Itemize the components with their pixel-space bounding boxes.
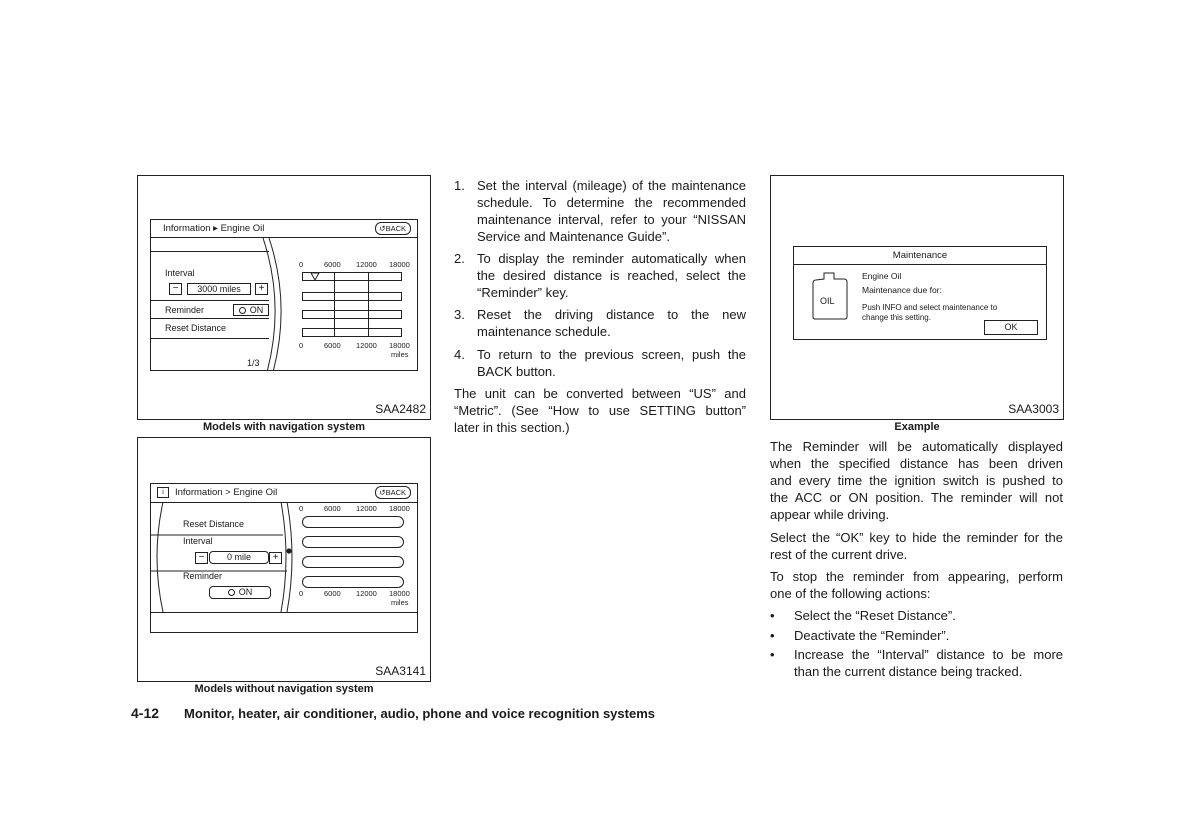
grid-line [368,272,369,337]
tick-label: 6000 [324,504,341,513]
step-text: Reset the driving distance to the new [477,307,746,322]
engine-oil-screen [150,483,418,633]
body-text: appear while driving. [770,507,890,522]
step-text: schedule. To determine the recommended [477,195,746,210]
tick-label: 12000 [356,504,377,513]
oil-label: OIL [820,296,835,306]
tick-label: 6000 [324,589,341,598]
reminder-label: Reminder [165,305,205,315]
interval-value[interactable]: 3000 miles [187,283,251,295]
step-text: BACK button. [477,364,556,379]
figure-code: SAA3003 [1008,402,1059,416]
step-number: 4. [454,347,465,362]
screen-title: Information > Engine Oil [175,487,278,498]
step-text: maintenance schedule. [477,324,611,339]
step-text: To return to the previous screen, push the [477,347,746,362]
bullet-text: Deactivate the “Reminder”. [794,628,950,643]
tick-label: 6000 [324,341,341,350]
step-text: Set the interval (mileage) of the maintenance [477,178,746,193]
plus-button[interactable]: + [269,552,282,564]
page-number: 4-12 [131,705,160,721]
unit-label: miles [391,350,409,359]
back-label: BACK [385,488,406,497]
distance-bar [302,310,402,319]
body-text: “Metric”. (See “How to use SETTING button” [454,403,746,418]
bullet-icon: • [770,628,775,643]
body-text: later in this section.) [454,420,570,435]
reset-distance-label[interactable]: Reset Distance [165,323,227,333]
body-text: rest of the current drive. [770,547,908,562]
step-text: maintenance interval, refer to your “NISSAN [477,212,746,227]
distance-bar [302,576,404,588]
figure-code: SAA3141 [375,664,426,678]
figure-nav-screen [137,175,431,420]
dialog-line: Push INFO and select maintenance to [862,303,998,312]
bullet-text: Increase the “Interval” distance to be more [794,647,1063,662]
dialog-line: change this setting. [862,313,931,322]
page-indicator: 1/3 [247,358,260,368]
body-text: the ACC or ON position. The reminder will not [770,490,1063,505]
body-text: when the specified distance has been driven [770,456,1063,471]
body-text: and every time the ignition switch is pushed to [770,473,1063,488]
figure-maintenance-dialog [770,175,1064,420]
back-button[interactable] [375,486,411,499]
reminder-value: ON [249,305,264,315]
reset-distance-label[interactable]: Reset Distance [183,519,245,529]
step-text: To display the reminder automatically when [477,251,746,266]
divider [151,338,269,339]
back-label: BACK [385,224,406,233]
distance-bar [302,556,404,568]
maintenance-dialog [793,246,1047,340]
tick-label: 0 [299,589,304,598]
body-text: The unit can be converted between “US” and [454,386,746,401]
distance-bar [302,328,402,337]
bullet-text: than the current distance being tracked. [794,664,1023,679]
minus-button[interactable]: − [195,552,208,564]
reminder-label: Reminder [183,571,223,581]
step-text: the desired distance is reached, select the [477,268,746,283]
distance-bar [302,516,404,528]
distance-bar [302,536,404,548]
engine-oil-screen [150,219,418,371]
back-button[interactable] [375,222,411,235]
bullet-icon: • [770,608,775,623]
minus-button[interactable]: − [169,283,182,295]
tick-label: 12000 [356,341,377,350]
grid-line [334,272,335,337]
step-text: Service and Maintenance Guide”. [477,229,670,244]
dialog-line: Maintenance due for: [862,285,942,295]
bullet-text: Select the “Reset Distance”. [794,608,956,623]
tick-label: 18000 [389,504,410,513]
tick-label: 12000 [356,589,377,598]
tick-label: 18000 [389,341,410,350]
tick-label: 12000 [356,260,377,269]
tick-label: 6000 [324,260,341,269]
interval-marker-icon [310,272,320,281]
divider [151,318,269,319]
tick-label: 18000 [389,589,410,598]
divider [151,612,418,613]
figure-caption: Example [894,421,940,433]
step-number: 1. [454,178,465,193]
interval-value[interactable]: 0 mile [209,551,269,564]
distance-bar [302,292,402,301]
info-icon: i [157,487,169,498]
figure-code: SAA2482 [375,402,426,416]
reminder-toggle[interactable] [209,586,271,599]
figure-no-nav-screen [137,437,431,682]
figure-caption: Models with navigation system [203,421,365,433]
body-text: Select the “OK” key to hide the reminder for the [770,530,1063,545]
reminder-value: ON [238,587,253,597]
figure-caption: Models without navigation system [194,683,374,695]
tick-label: 0 [299,504,304,513]
divider [151,300,269,301]
body-text: The Reminder will be automatically displayed [770,439,1063,454]
dialog-title: Maintenance [794,247,1046,265]
body-text: one of the following actions: [770,586,931,601]
ok-button[interactable]: OK [984,320,1038,335]
bullet-icon: • [770,647,775,662]
step-text: “Reminder” key. [477,285,569,300]
back-arrow-icon: ↺ [379,224,386,233]
step-number: 2. [454,251,465,266]
screen-title: Information ▸ Engine Oil [151,220,417,238]
radio-icon [239,307,246,314]
radio-icon [228,589,235,596]
tick-label: 0 [299,341,304,350]
plus-button[interactable]: + [255,283,268,295]
tick-label: 18000 [389,260,410,269]
interval-label: Interval [183,536,213,546]
section-title: Monitor, heater, air conditioner, audio, phone and voice recognition systems [184,706,655,721]
interval-label: Interval [165,268,195,278]
unit-label: miles [391,598,409,607]
step-number: 3. [454,307,465,322]
body-text: To stop the reminder from appearing, perform [770,569,1063,584]
reminder-toggle[interactable] [233,304,269,316]
tick-label: 0 [299,260,304,269]
back-arrow-icon: ↺ [379,488,386,497]
divider [151,251,269,252]
dialog-line: Engine Oil [862,271,902,281]
